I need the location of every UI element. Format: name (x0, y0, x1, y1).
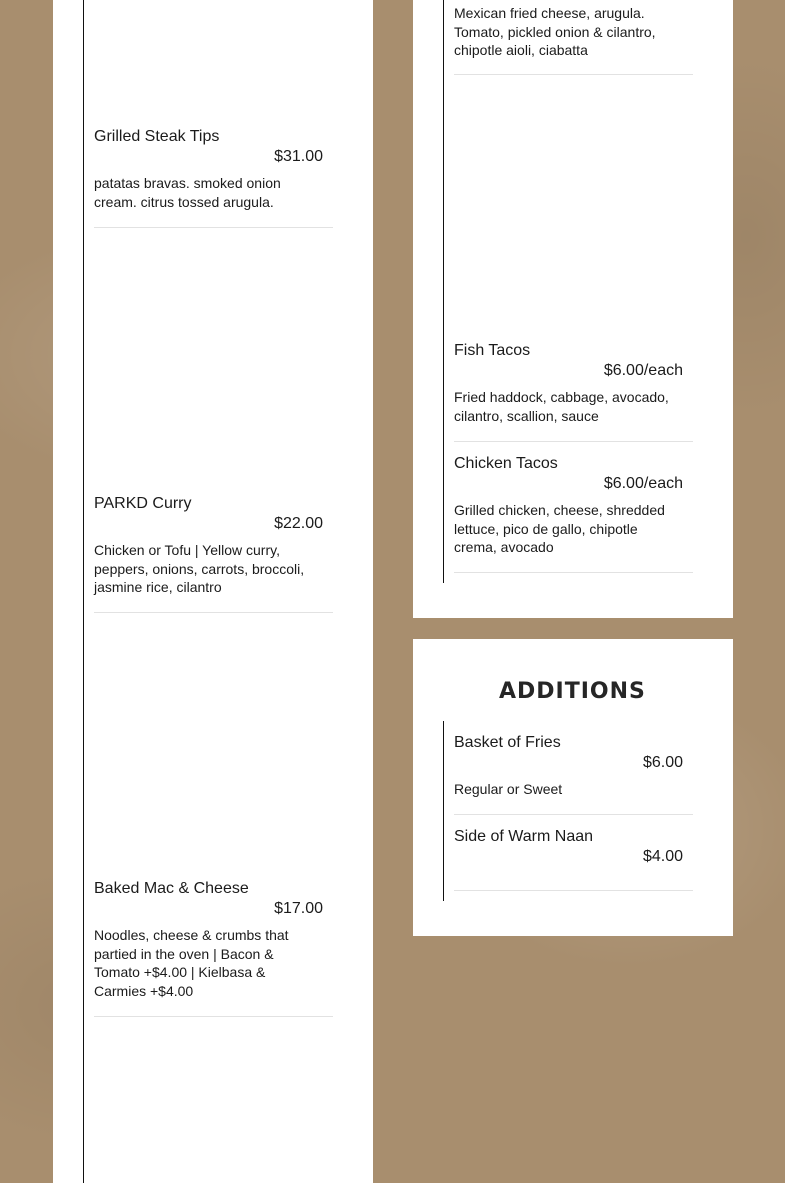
item-name: Fish Tacos (454, 342, 531, 359)
item-price: $6.00/each (603, 475, 683, 492)
column-divider-line (83, 0, 84, 1183)
item-name: Grilled Steak Tips (94, 128, 220, 145)
additions-panel (413, 639, 733, 936)
left-menu-panel (53, 0, 373, 1183)
item-price: $4.00 (642, 848, 683, 865)
menu-item-chicken-tacos[interactable] (454, 455, 693, 573)
menu-item-baked-mac-cheese[interactable] (94, 880, 333, 1017)
item-price: $6.00 (642, 754, 683, 771)
section-title: ADDITIONS (499, 679, 646, 704)
right-menu-panel (413, 0, 733, 618)
item-name: Baked Mac & Cheese (94, 880, 249, 897)
item-price: $31.00 (274, 148, 323, 165)
menu-item-basket-of-fries[interactable] (454, 734, 693, 815)
item-name: PARKD Curry (94, 495, 192, 512)
item-name: Side of Warm Naan (454, 828, 594, 845)
item-price: $22.00 (274, 515, 323, 532)
column-divider-line (443, 0, 444, 583)
item-description: patatas bravas. smoked onion cream. citrus tossed arugula. (94, 175, 281, 210)
menu-item-grilled-steak-tips[interactable] (94, 128, 333, 228)
item-description: Chicken or Tofu | Yellow curry, peppers, onions, carrots, broccoli, jasmine rice, cilantro (94, 542, 305, 595)
menu-item-side-warm-naan[interactable] (454, 828, 693, 891)
item-price: $17.00 (274, 900, 323, 917)
item-description: Grilled chicken, cheese, shredded lettuce, pico de gallo, chipotle crema, avocado (454, 502, 665, 555)
menu-item-parkd-curry[interactable] (94, 495, 333, 613)
item-price: $6.00/each (603, 362, 683, 379)
menu-item-top-continued[interactable] (454, 0, 693, 75)
column-divider-line (443, 721, 444, 901)
item-name: Chicken Tacos (454, 455, 558, 472)
menu-item-fish-tacos[interactable] (454, 342, 693, 442)
item-description: Noodles, cheese & crumbs that partied in the oven | Bacon & Tomato +$4.00 | Kielbasa & Carmies +$4.00 (94, 927, 289, 999)
item-description: Fried haddock, cabbage, avocado, cilantro, scallion, sauce (454, 389, 669, 424)
item-name: Basket of Fries (454, 734, 561, 751)
item-description: Regular or Sweet (454, 781, 563, 797)
item-description: Mexican fried cheese, arugula. Tomato, pickled onion & cilantro, chipotle aioli, ciabatta (454, 5, 656, 58)
